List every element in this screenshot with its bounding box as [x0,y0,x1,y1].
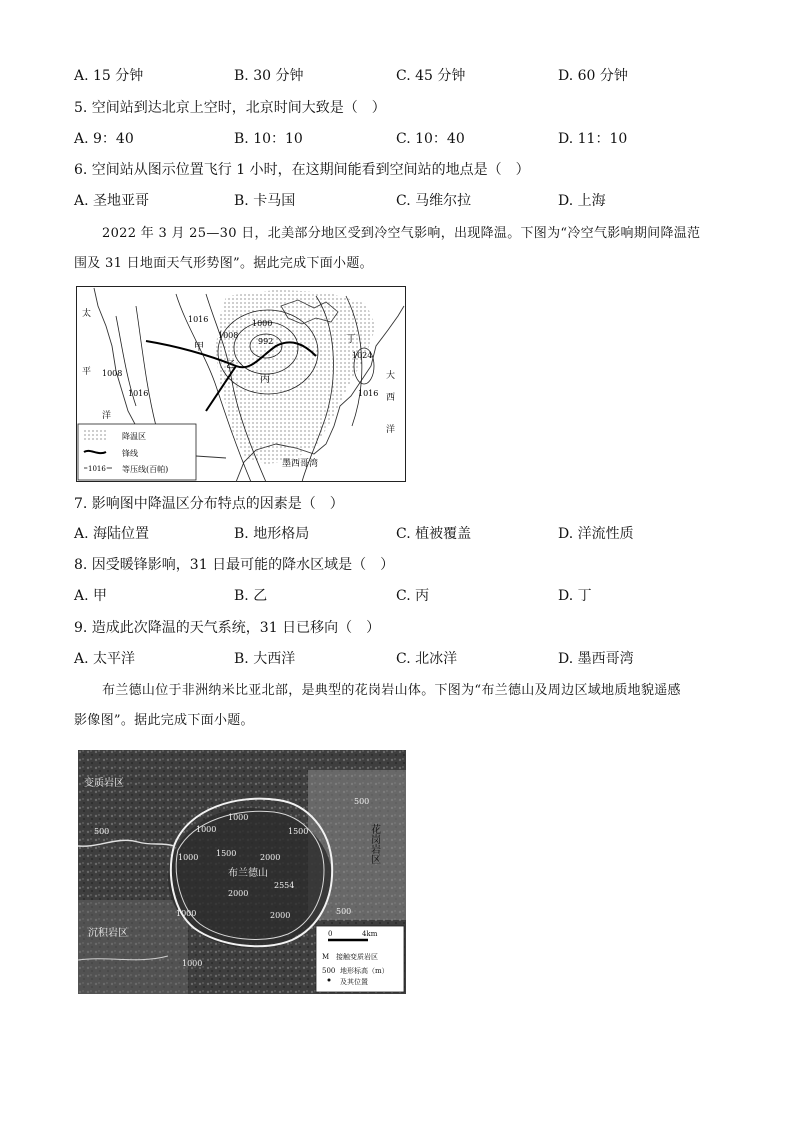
isobar-label: 1016 [358,389,379,398]
option-b: B. 大西洋 [234,651,296,667]
q6-options [0,190,794,212]
elevation-label: 1000 [196,825,217,834]
q7-options [0,523,794,545]
passage-line: 2022 年 3 月 25—30 日，北美部分地区受到冷空气影响，出现降温。下图为“冷空气影响期间降温范 [102,226,701,241]
map-legend [78,424,196,480]
elevation-label: 2000 [270,911,291,920]
sedimentary-area [78,900,188,994]
elevation-label: 1000 [182,959,203,968]
option-a: A. 太平洋 [74,651,136,667]
passage-1 [74,219,724,279]
option-c: C. 马维尔拉 [396,193,472,209]
isobar-label: 992 [258,337,274,346]
isobar-label: 1008 [218,331,239,340]
granite-label [369,823,381,864]
question-stem: 5. 空间站到达北京上空时，北京时间大致是（ ） [74,100,386,116]
q9-options [0,648,794,670]
elevation-legend-label-2: 及其位置 [340,978,368,986]
isobar-label: 1024 [352,351,373,360]
elevation-label: 1500 [288,827,309,836]
option-c: C. 10：40 [396,131,465,147]
isobar-label: 1016 [188,315,209,324]
option-c: C. 丙 [396,588,430,604]
isobar-label: 1008 [102,369,123,378]
passage-line: 围及 31 日地面天气形势图”。据此完成下面小题。 [74,256,373,271]
region-bing: 丙 [260,374,270,385]
option-d: D. 11：10 [558,131,628,147]
question-stem: 9. 造成此次降温的天气系统，31 日已移向（ ） [74,620,381,636]
map2-legend [316,926,404,992]
pacific-label: 太 [82,309,92,319]
elevation-label: 1500 [216,849,237,858]
legend-front-label: 锋线 [122,449,138,458]
pacific-label: 平 [82,367,92,377]
elevation-label: 2000 [260,853,281,862]
option-a: A. 圣地亚哥 [74,193,150,209]
legend-isobar-sample: 1016 [88,465,106,473]
remote-sensing-image [78,750,406,994]
option-b: B. 10：10 [234,131,303,147]
elevation-label: 1000 [176,909,197,918]
question-stem: 7. 影响图中降温区分布特点的因素是（ ） [74,496,344,512]
option-c: C. 植被覆盖 [396,526,472,542]
q7-stem-row [0,493,794,515]
contact-label: 接触变质岩区 [336,953,378,961]
question-stem: 8. 因受暖锋影响，31 日最可能的降水区域是（ ） [74,557,395,573]
svg-text:花岗岩区: 花岗岩区 [368,824,380,864]
elevation-legend-label: 地形标高（m） [340,967,389,975]
option-b: B. 30 分钟 [234,68,304,84]
gulf-label: 墨西哥湾 [282,459,319,469]
question-stem: 6. 空间站从图示位置飞行 1 小时，在这期间能看到空间站的地点是（ ） [74,162,530,178]
q6-stem-row [0,159,794,181]
option-a: A. 甲 [74,588,108,604]
passage-2 [74,676,724,736]
region-jia: 甲 [194,342,204,353]
mountain-label: 布兰德山 [228,868,268,879]
option-d: D. 60 分钟 [558,68,628,84]
elevation-label: 1000 [228,813,249,822]
scale-zero: 0 [328,930,333,938]
q5-options [0,128,794,150]
option-d: D. 丁 [558,588,592,604]
scale-label: 4km [362,930,378,938]
atlantic-label: 西 [386,393,396,403]
q8-stem-row [0,554,794,576]
elevation-label: 500 [354,797,370,806]
legend-cooling-label: 降温区 [122,432,146,441]
elevation-label: 1000 [178,853,199,862]
option-c: C. 45 分钟 [396,68,466,84]
atlantic-label: 大 [386,371,396,381]
option-b: B. 地形格局 [234,526,310,542]
option-a: A. 15 分钟 [74,68,144,84]
legend-isobar-label: 等压线(百帕) [122,465,169,474]
legend-cooling-swatch [84,430,106,440]
option-a: A. 海陆位置 [74,526,150,542]
isobar-label: 1016 [128,389,149,398]
pacific-label: 洋 [102,411,112,421]
option-d: D. 上海 [558,193,606,209]
elevation-point-icon [328,979,331,982]
option-a: A. 9：40 [74,131,134,147]
region-ding: 丁 [346,334,356,345]
option-c: C. 北冰洋 [396,651,458,667]
q5-stem-row [0,97,794,119]
passage-line: 影像图”。据此完成下面小题。 [74,713,254,728]
metamorphic-label: 变质岩区 [84,778,124,789]
elevation-label: 500 [94,827,110,836]
peak-label: 2554 [274,881,295,890]
atlantic-label: 洋 [386,425,396,435]
isobar-label: 1000 [252,319,273,328]
q9-stem-row [0,617,794,639]
option-d: D. 墨西哥湾 [558,651,634,667]
option-b: B. 卡马国 [234,193,296,209]
q8-options [0,585,794,607]
option-b: B. 乙 [234,588,268,604]
option-d: D. 洋流性质 [558,526,634,542]
elevation-sample: 500 [322,967,336,975]
elevation-label: 500 [336,907,352,916]
elevation-label: 2000 [228,889,249,898]
sedimentary-label: 沉积岩区 [88,928,128,939]
passage-line: 布兰德山位于非洲纳米比亚北部，是典型的花岗岩山体。下图为“布兰德山及周边区域地质地貌遥感 [102,683,681,698]
region-yi: 乙 [226,360,236,371]
q4-options [0,65,794,87]
contact-symbol: M [322,953,330,961]
weather-map [76,286,406,482]
